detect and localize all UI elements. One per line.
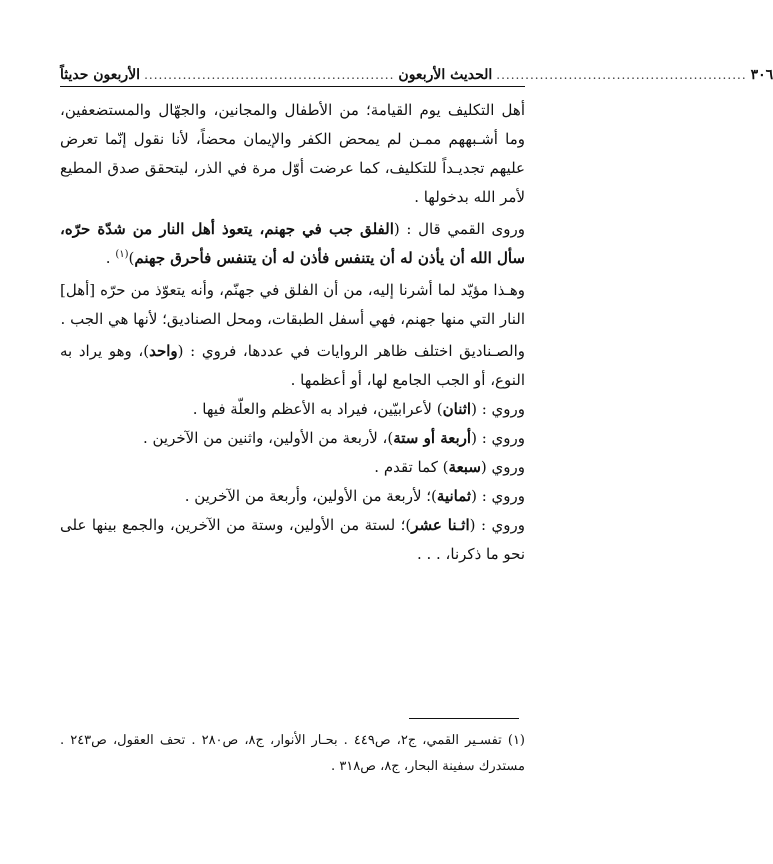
paragraph-narration: وروي : (ثمانية)؛ لأربعة من الأولين، وأربعة من الآخرين . <box>184 487 525 505</box>
emphasis: أربعة أو ستة <box>393 429 472 447</box>
paragraph: أهل التكليف يوم القيامة؛ من الأطفال والمجانين، والجهّال والمستضعفين، وما أشـبههم ممـن لم يمحض الكفر والإيمان محضاً، لأنا نقول إنّما تعرض عليهم تجديـداً للتكليف، كما عرضت أوّل مرة في الذر، ليتحقق صدق المطيع لأمر الله بدخولها . <box>60 101 525 206</box>
paragraph-narration: وروي (سبعة) كما تقدم . <box>374 458 525 476</box>
header-leader-dots: .................................................... <box>144 68 395 82</box>
paragraph-narration: وروي : (أربعة أو ستة)، لأربعة من الأولين، واثنين من الآخرين . <box>142 429 525 447</box>
paragraph-narration: وروي : (اثـنا عشر)؛ لستة من الأولين، وستة من الآخرين، والجمع بينها على نحو ما ذكرنا، . . . <box>60 516 525 563</box>
paragraph: وهـذا مؤيّد لما أشرنا إليه، من أن الفلق في جهنّم، وأنه يتعوّذ من حرّه [أهل] النار التي منها جهنم، فهي أسفل الطبقات، ومحل الصناديق؛ لأنها هي الجب . <box>60 281 525 328</box>
quoted-narration: الفلق جب في جهنم، يتعوذ أهل النار من شدّة حرّه، سأل الله أن يأذن له أن يتنفس فأذن له أن يتنفس فأحرق جهنم <box>60 220 525 267</box>
paragraph-boxes: والصـناديق اختلف ظاهر الروايات في عددها، فروي : (واحد)، وهو يراد به النوع، أو الجب الجامع لها، أو أعظمها . <box>60 342 525 389</box>
header-leader-dots: .................................................... <box>496 68 747 82</box>
emphasis: سبعة <box>448 458 481 476</box>
footnotes <box>60 728 525 780</box>
emphasis: اثنان <box>442 400 472 418</box>
footnote-separator <box>409 718 519 719</box>
emphasis: اثـنا عشر <box>411 516 470 534</box>
emphasis: واحد <box>149 342 178 360</box>
paragraph-qummi-narration: وروى القمي قال : (الفلق جب في جهنم، يتعوذ أهل النار من شدّة حرّه، سأل الله أن يأذن له أن يتنفس فأذن له أن يتنفس فأحرق جهنم)$^{(١)}$ . <box>60 220 525 267</box>
footnote-marker[interactable]: (١) <box>115 249 129 260</box>
emphasis: ثمانية <box>436 487 472 505</box>
page-number: ٣٠٦ <box>750 67 773 83</box>
main-text <box>60 96 525 569</box>
paragraph-narration: وروي : (اثنان) لأعرابيّين، فيراد به الأعظم والعلّة فيها . <box>192 400 525 418</box>
chapter-title: الحديث الأربعون <box>398 67 493 83</box>
running-header <box>60 62 773 87</box>
footnote-item: (١) تفسـير القمي، ج٢، ص٤٤٩ . بحـار الأنوار، ج٨، ص٢٨٠ . تحف العقول، ص٢٤٣ . مستدرك سفينة البحار، ج٨، ص٣١٨ . <box>60 733 525 774</box>
book-title: الأربعون حديثاً <box>60 67 141 83</box>
